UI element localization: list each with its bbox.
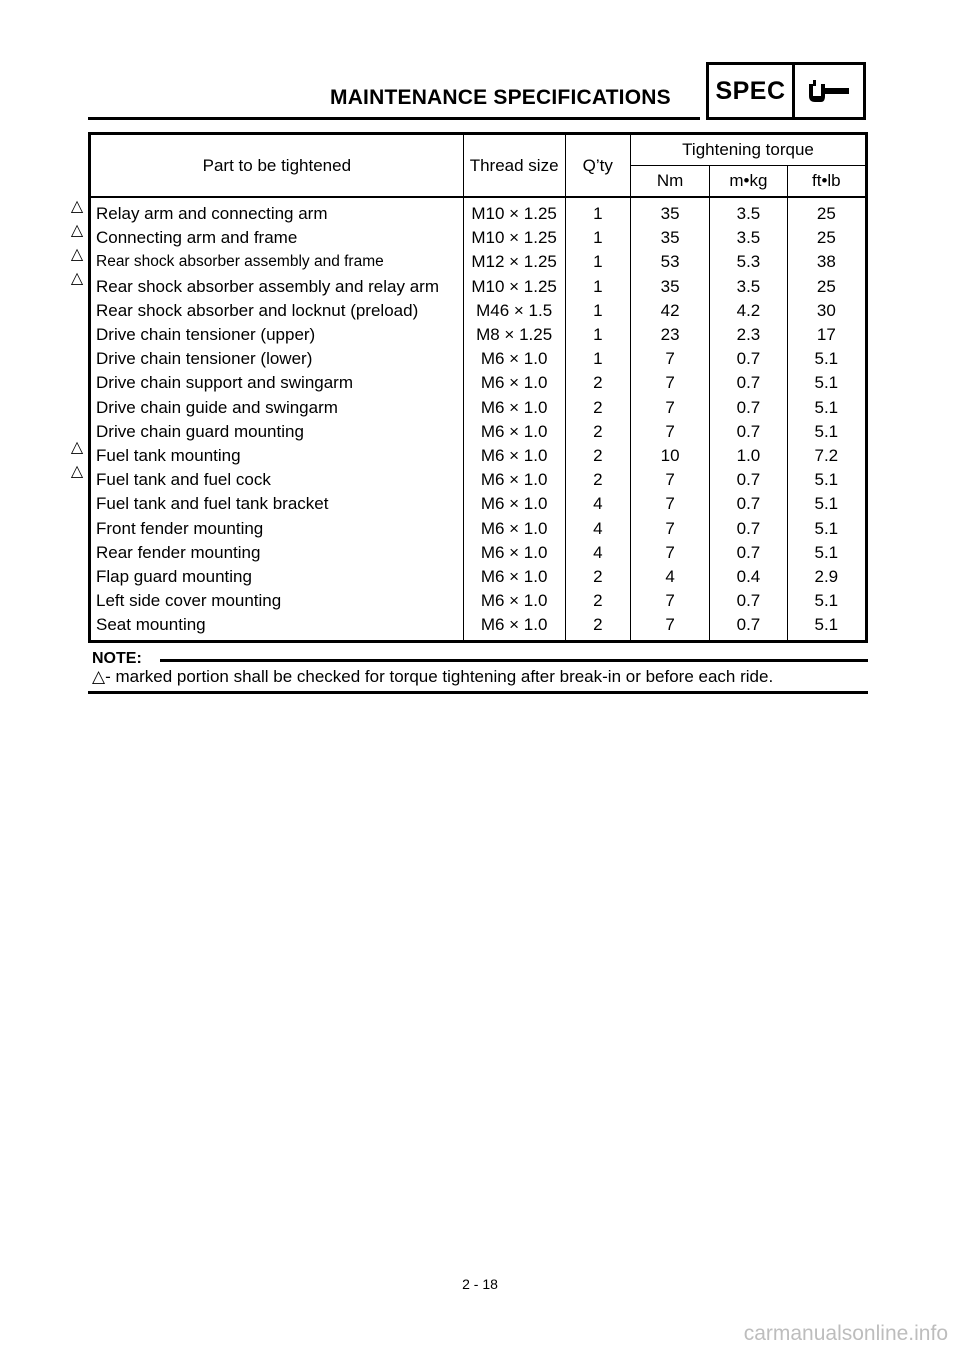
table-row <box>90 541 867 565</box>
cell-mkg: 0.7 <box>710 613 787 642</box>
cell-ftlb: 5.1 <box>787 371 866 395</box>
cell-part: Relay arm and connecting arm <box>90 197 464 226</box>
table-row <box>90 492 867 516</box>
cell-thread: M10 × 1.25 <box>463 197 565 226</box>
cell-thread: M12 × 1.25 <box>463 250 565 274</box>
cell-qty: 1 <box>565 323 630 347</box>
cell-nm: 35 <box>631 197 710 226</box>
cell-ftlb: 2.9 <box>787 565 866 589</box>
cell-nm: 7 <box>631 396 710 420</box>
cell-part: Connecting arm and frame <box>90 226 464 250</box>
cell-ftlb: 5.1 <box>787 589 866 613</box>
cell-thread: M6 × 1.0 <box>463 565 565 589</box>
triangle-mark-icon: △ <box>92 667 106 686</box>
cell-ftlb: 30 <box>787 299 866 323</box>
cell-qty: 2 <box>565 613 630 642</box>
cell-thread: M6 × 1.0 <box>463 589 565 613</box>
cell-qty: 1 <box>565 347 630 371</box>
torque-table <box>88 132 868 643</box>
table-row <box>90 275 867 299</box>
cell-thread: M10 × 1.25 <box>463 226 565 250</box>
cell-qty: 4 <box>565 516 630 540</box>
cell-qty: 1 <box>565 250 630 274</box>
table-row <box>90 444 867 468</box>
table-row <box>90 323 867 347</box>
cell-part: Flap guard mounting <box>90 565 464 589</box>
cell-mkg: 4.2 <box>710 299 787 323</box>
cell-nm: 10 <box>631 444 710 468</box>
cell-qty: 4 <box>565 541 630 565</box>
cell-nm: 23 <box>631 323 710 347</box>
cell-thread: M6 × 1.0 <box>463 492 565 516</box>
cell-ftlb: 25 <box>787 226 866 250</box>
cell-part: Drive chain tensioner (upper) <box>90 323 464 347</box>
cell-ftlb: 5.1 <box>787 541 866 565</box>
cell-mkg: 0.7 <box>710 468 787 492</box>
cell-mkg: 2.3 <box>710 323 787 347</box>
cell-qty: 1 <box>565 299 630 323</box>
cell-ftlb: 5.1 <box>787 396 866 420</box>
cell-part: Fuel tank and fuel tank bracket <box>90 492 464 516</box>
cell-nm: 7 <box>631 347 710 371</box>
table-row <box>90 468 867 492</box>
cell-nm: 7 <box>631 589 710 613</box>
cell-nm: 7 <box>631 420 710 444</box>
cell-part: Seat mounting <box>90 613 464 642</box>
cell-qty: 2 <box>565 589 630 613</box>
cell-part: Rear fender mounting <box>90 541 464 565</box>
cell-mkg: 0.7 <box>710 589 787 613</box>
cell-qty: 1 <box>565 197 630 226</box>
cell-mkg: 0.7 <box>710 541 787 565</box>
cell-nm: 7 <box>631 613 710 642</box>
table-row <box>90 197 867 226</box>
cell-ftlb: 5.1 <box>787 468 866 492</box>
cell-thread: M6 × 1.0 <box>463 347 565 371</box>
cell-nm: 7 <box>631 541 710 565</box>
cell-thread: M8 × 1.25 <box>463 323 565 347</box>
cell-ftlb: 5.1 <box>787 347 866 371</box>
cell-mkg: 3.5 <box>710 197 787 226</box>
cell-nm: 7 <box>631 516 710 540</box>
cell-ftlb: 38 <box>787 250 866 274</box>
cell-mkg: 1.0 <box>710 444 787 468</box>
cell-mkg: 5.3 <box>710 250 787 274</box>
header-nm: Nm <box>631 166 710 198</box>
cell-qty: 2 <box>565 396 630 420</box>
note-rule <box>160 659 868 662</box>
cell-nm: 7 <box>631 371 710 395</box>
cell-nm: 42 <box>631 299 710 323</box>
triangle-mark-icon: △ <box>70 222 84 239</box>
cell-mkg: 0.7 <box>710 347 787 371</box>
triangle-mark-icon: △ <box>70 270 84 287</box>
cell-part: Drive chain guard mounting <box>90 420 464 444</box>
cell-nm: 35 <box>631 275 710 299</box>
cell-mkg: 0.7 <box>710 420 787 444</box>
page-number: 2 - 18 <box>462 1276 498 1292</box>
cell-thread: M46 × 1.5 <box>463 299 565 323</box>
cell-ftlb: 7.2 <box>787 444 866 468</box>
table-row <box>90 250 867 274</box>
table-row <box>90 516 867 540</box>
cell-thread: M6 × 1.0 <box>463 613 565 642</box>
note-rule <box>88 691 868 694</box>
header-rule <box>88 117 700 120</box>
cell-ftlb: 25 <box>787 275 866 299</box>
cell-mkg: 0.4 <box>710 565 787 589</box>
cell-part: Drive chain tensioner (lower) <box>90 347 464 371</box>
note-body: - marked portion shall be checked for torque tightening after break-in or before each ride. <box>105 667 774 686</box>
cell-thread: M10 × 1.25 <box>463 275 565 299</box>
table-row <box>90 347 867 371</box>
cell-qty: 2 <box>565 468 630 492</box>
triangle-mark-icon: △ <box>70 463 84 480</box>
cell-part: Front fender mounting <box>90 516 464 540</box>
cell-part: Fuel tank and fuel cock <box>90 468 464 492</box>
cell-mkg: 3.5 <box>710 275 787 299</box>
header-qty: Q’ty <box>565 134 630 198</box>
cell-thread: M6 × 1.0 <box>463 541 565 565</box>
table-row <box>90 396 867 420</box>
cell-mkg: 3.5 <box>710 226 787 250</box>
table-row <box>90 589 867 613</box>
cell-qty: 1 <box>565 275 630 299</box>
triangle-mark-icon: △ <box>70 246 84 263</box>
cell-ftlb: 5.1 <box>787 613 866 642</box>
triangle-mark-icon: △ <box>70 198 84 215</box>
table-row <box>90 371 867 395</box>
cell-nm: 53 <box>631 250 710 274</box>
cell-qty: 2 <box>565 444 630 468</box>
page-title: MAINTENANCE SPECIFICATIONS <box>330 86 671 109</box>
cell-thread: M6 × 1.0 <box>463 468 565 492</box>
table-row <box>90 565 867 589</box>
header-part: Part to be tightened <box>90 134 464 198</box>
cell-qty: 1 <box>565 226 630 250</box>
cell-nm: 7 <box>631 468 710 492</box>
header-mkg: m•kg <box>710 166 787 198</box>
table-body <box>90 197 867 642</box>
cell-thread: M6 × 1.0 <box>463 420 565 444</box>
cell-part: Left side cover mounting <box>90 589 464 613</box>
cell-thread: M6 × 1.0 <box>463 396 565 420</box>
cell-thread: M6 × 1.0 <box>463 371 565 395</box>
cell-mkg: 0.7 <box>710 492 787 516</box>
table-row <box>90 420 867 444</box>
cell-part: Fuel tank mounting <box>90 444 464 468</box>
cell-nm: 4 <box>631 565 710 589</box>
cell-thread: M6 × 1.0 <box>463 444 565 468</box>
cell-thread: M6 × 1.0 <box>463 516 565 540</box>
cell-part: Drive chain guide and swingarm <box>90 396 464 420</box>
wrench-icon <box>795 65 863 117</box>
cell-ftlb: 5.1 <box>787 492 866 516</box>
header-torque: Tightening torque <box>631 134 867 166</box>
cell-ftlb: 25 <box>787 197 866 226</box>
cell-nm: 7 <box>631 492 710 516</box>
watermark: carmanualsonline.info <box>743 1322 948 1345</box>
header-thread: Thread size <box>463 134 565 198</box>
cell-part: Rear shock absorber assembly and frame <box>90 250 464 274</box>
table-row <box>90 613 867 642</box>
triangle-mark-icon: △ <box>70 439 84 456</box>
section-tag-box <box>706 62 866 120</box>
header-ftlb: ft•lb <box>787 166 866 198</box>
cell-ftlb: 5.1 <box>787 420 866 444</box>
torque-table-container <box>88 132 868 643</box>
cell-part: Rear shock absorber and locknut (preload) <box>90 299 464 323</box>
cell-qty: 2 <box>565 565 630 589</box>
section-tag: SPEC <box>709 65 795 117</box>
note-text <box>92 667 773 687</box>
cell-ftlb: 5.1 <box>787 516 866 540</box>
cell-mkg: 0.7 <box>710 516 787 540</box>
cell-ftlb: 17 <box>787 323 866 347</box>
cell-qty: 4 <box>565 492 630 516</box>
table-row <box>90 226 867 250</box>
cell-part: Rear shock absorber assembly and relay arm <box>90 275 464 299</box>
cell-mkg: 0.7 <box>710 396 787 420</box>
table-row <box>90 299 867 323</box>
cell-qty: 2 <box>565 371 630 395</box>
note-label: NOTE: <box>92 650 142 667</box>
cell-mkg: 0.7 <box>710 371 787 395</box>
cell-qty: 2 <box>565 420 630 444</box>
cell-nm: 35 <box>631 226 710 250</box>
cell-part: Drive chain support and swingarm <box>90 371 464 395</box>
